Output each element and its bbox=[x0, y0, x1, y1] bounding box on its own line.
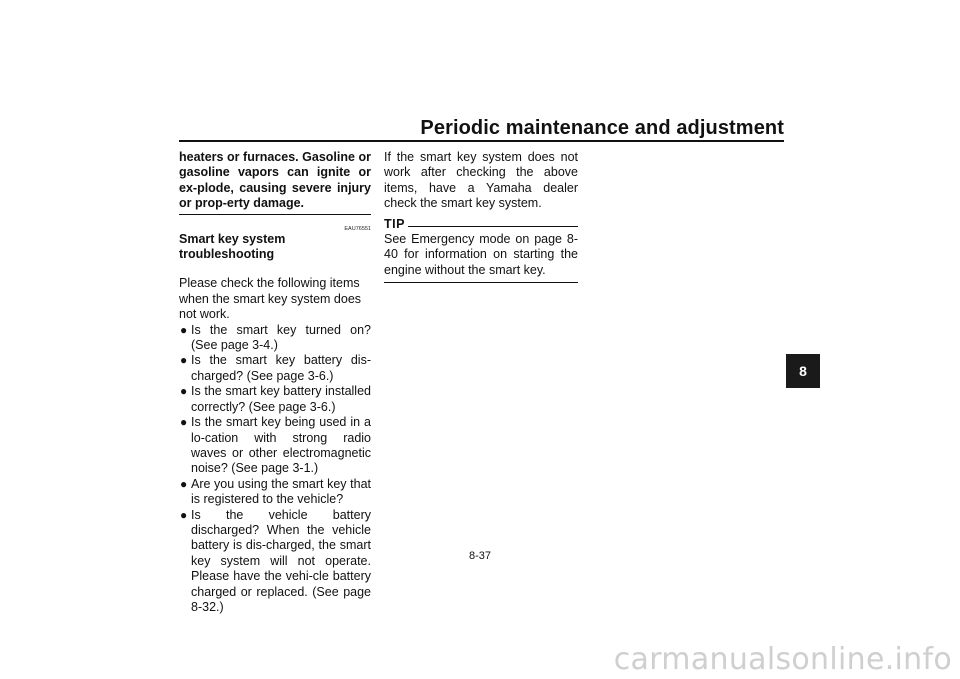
tip-rule bbox=[408, 226, 578, 227]
bullet-icon: ● bbox=[180, 415, 188, 430]
list-item bbox=[179, 353, 371, 384]
followup-paragraph: If the smart key system does not work after checking the above items, have a Yamaha dealer check the smart key system. bbox=[384, 150, 578, 211]
checklist bbox=[179, 323, 371, 616]
intro-paragraph: Please check the following items when the smart key system does not work. bbox=[179, 276, 362, 322]
tip-text: See Emergency mode on page 8-40 for information on starting the engine without the smart key. bbox=[384, 232, 578, 283]
list-item-text: Are you using the smart key that is registered to the vehicle? bbox=[191, 476, 371, 507]
page-number: 8-37 bbox=[468, 550, 492, 562]
list-item bbox=[179, 477, 371, 508]
list-item bbox=[179, 384, 371, 415]
section-heading: Smart key system troubleshooting bbox=[179, 231, 286, 262]
tip-header bbox=[384, 217, 578, 232]
page-header-title: Periodic maintenance and adjustment bbox=[420, 117, 784, 139]
chapter-tab: 8 bbox=[786, 354, 820, 388]
list-item-text: Is the smart key being used in a lo-cation with strong radio waves or other electromagnetic noise? (See page 3-1.) bbox=[191, 415, 371, 476]
list-item-text: Is the smart key turned on? (See page 3-4.) bbox=[191, 322, 371, 353]
header-rule bbox=[179, 140, 784, 142]
list-item bbox=[179, 415, 371, 477]
bullet-icon: ● bbox=[180, 384, 188, 399]
left-column bbox=[179, 150, 371, 615]
list-item bbox=[179, 323, 371, 354]
bullet-icon: ● bbox=[180, 322, 188, 337]
list-item-text: Is the smart key battery dis-charged? (See page 3-6.) bbox=[191, 353, 371, 383]
watermark: carmanualsonline.info bbox=[613, 642, 952, 677]
section-code: EAU76551 bbox=[344, 225, 371, 232]
list-item-text: Is the smart key battery installed correctly? (See page 3-6.) bbox=[191, 384, 371, 414]
tip-label: TIP bbox=[384, 216, 405, 231]
list-item-text: Is the vehicle battery discharged? When the vehicle battery is dis-charged, the smart key system will not operate. Please have the vehi-cle battery charged or replaced. (See page 8-32.) bbox=[191, 507, 371, 614]
warning-text: heaters or furnaces. Gasoline or gasoline vapors can ignite or ex-plode, causing severe injury or prop-erty damage. bbox=[179, 150, 371, 215]
bullet-icon: ● bbox=[180, 353, 188, 368]
right-column bbox=[384, 150, 578, 283]
bullet-icon: ● bbox=[180, 476, 188, 491]
bullet-icon: ● bbox=[180, 507, 188, 522]
